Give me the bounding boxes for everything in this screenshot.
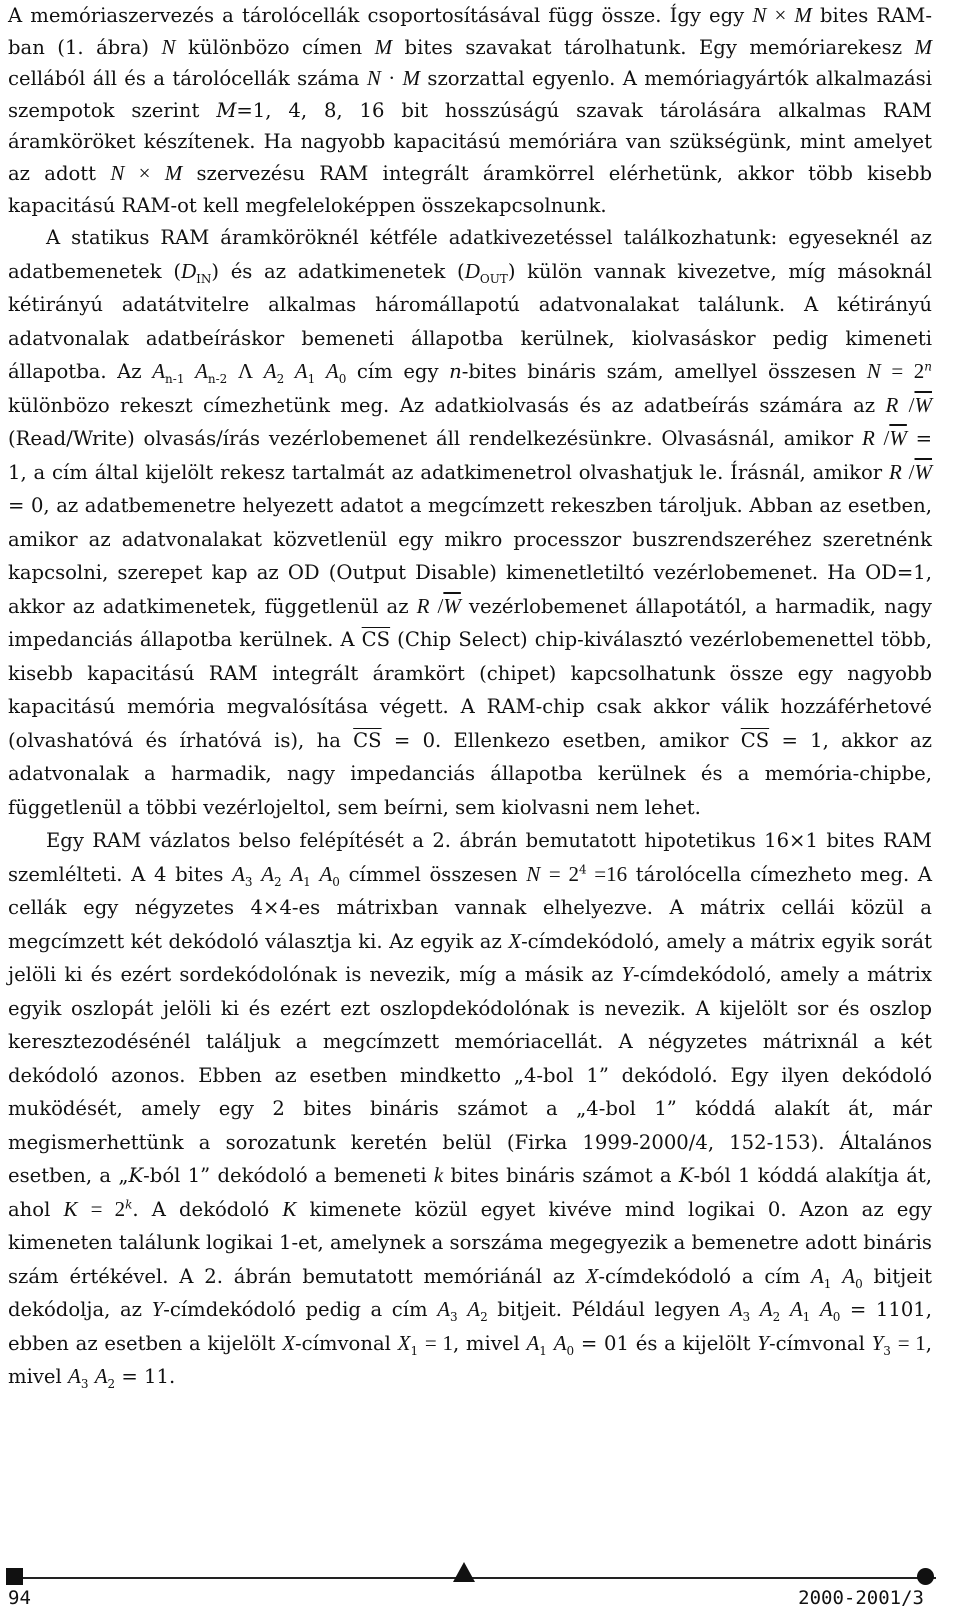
triangle-marker-icon — [453, 1562, 475, 1582]
document-body — [8, 0, 932, 1394]
circle-marker-icon — [917, 1568, 934, 1585]
paragraph-memory-organization: A memóriaszervezés a tárolócellák csoportosításával függ össze. Így egy N × M bites RAM-ban (1. ábra) N különbözo címen M bites szavakat tárolhatunk. Egy memóriarekesz M cellából áll és a tárolócellák száma N · M szorzattal egyenlo. A memóriagyártók alkalmazási szempotok szerint M=1, 4, 8, 16 bit hosszúságú szavak tárolására alkalmas RAM áramköröket készítenek. Ha nagyobb kapacitású memóriára van szükségünk, mint amelyet az adott N × M szervezésu RAM integrált áramkörrel elérhetünk, akkor több kisebb kapacitású RAM-ot kell megfeleloképpen összekapcsolnunk. — [8, 3, 932, 217]
issue-label: 2000-2001/3 — [798, 1587, 924, 1609]
paragraph-ram-structure: Egy RAM vázlatos belso felépítését a 2. ábrán bemutatott hipotetikus 16×1 bites RAM szemlélteti. A 4 bites $A_3$ $A_2$ $A_1$ $A_0$ címmel összesen $N = 2^4 =16$ tárolócella címezheto meg. A cellák egy négyzetes 4×4-es mátrixban vannak elhelyezve. A mátrix cellái közül a megcímzett két dekódoló választja ki. Az egyik az X-címdekódoló, amely a mátrix egyik sorát jelöli ki és ezért sordekódolónak is nevezik, míg a másik az Y-címdekódoló, amely a mátrix egyik oszlopát jelöli ki és ezért ezt oszlopdekódolónak is nevezik. A kijelölt sor és oszlop keresztezodésénél találjuk a megcímzett memóriacellát. A négyzetes mátrixnál a két dekódoló azonos. Ebben az esetben mindketto „4-bol 1” dekódoló. Egy ilyen dekódoló muködését, amely egy 2 bites bináris számot a „4-bol 1” kóddá alakít át, már megismerhettünk a sorozatunk keretén belül (Firka 1999-2000/4, 152-153). Általános esetben, a „K-ból 1” dekódoló a bemeneti k bites bináris számot a K-ból 1 kóddá alakítja át, ahol $K = 2^k$. A dekódoló K kimenete közül egyet kivéve mind logikai 0. Azon az egy kimeneten találunk logikai 1-et, amelynek a sorszáma megegyezik a bemenetre adott bináris szám értékével. A 2. ábrán bemutatott memóriánál az X-címdekódoló a cím $A_1$ $A_0$ bitjeit dekódolja, az Y-címdekódoló pedig a cím $A_3$ $A_2$ bitjeit. Például legyen $A_3$ $A_2$ $A_1$ $A_0 = 1101$, ebben az esetben a kijelölt X-címvonal $X_1 = 1$, mivel $A_1$ $A_0 = 01$ és a kijelölt Y-címvonal $Y_3 = 1$, mivel $A_3$ $A_2 = 11$. — [8, 829, 933, 1392]
paragraph-static-ram: A statikus RAM áramköröknél kétféle adatkivezetéssel találkozhatunk: egyeseknél az adatbemenetek $(D_{IN})$ és az adatkimenetek $(D_{OUT})$ külön vannak kivezetve, míg másoknál kétirányú adatátvitelre alkalmas háromállapotú adatvonalakat találunk. A kétirányú adatvonalak adatbeíráskor bemeneti állapotba kerülnek, kiolvasáskor pedig kimeneti állapotba. Az $A_{n-1}$ $A_{n-2}$ Λ $A_2$ $A_1$ $A_0$ cím egy n-bites bináris szám, amellyel összesen N = 2$^n$ különbözo rekeszt címezhetünk meg. Az adatkiolvasás és az adatbeírás számára az R $/\overline{W}$ (Read/Write) olvasás/írás vezérlobemenet áll rendelkezésünkre. Olvasásnál, amikor R $/\overline{W} = 1$, a cím által kijelölt rekesz tartalmát az adatkimenetrol olvashatjuk le. Írásnál, amikor R $/\overline{W} = 0$, az adatbemenetre helyezett adatot a megcímzett rekeszben tároljuk. Abban az esetben, amikor az adatvonalakat közvetlenül egy mikro processzor buszrendszeréhez szeretnénk kapcsolni, szerepet kap az OD (Output Disable) kimenetletiltó vezérlobemenet. Ha OD=1, akkor az adatkimenetek, függetlenül az R $/\overline{W}$ vezérlobemenet állapotától, a harmadik, nagy impedanciás állapotba kerülnek. A $\overline{CS}$ (Chip Select) chip-kiválasztó vezérlobemenettel több, kisebb kapacitású RAM integrált áramkört (chipet) kapcsolhatunk össze egy nagyobb kapacitású memória megvalósítása végett. A RAM-chip csak akkor válik hozzáférhetové (olvashatóvá és írhatóvá is), ha $\overline{CS} = 0$. Ellenkezo esetben, amikor $\overline{CS} = 1$, akkor az adatvonalak a harmadik, nagy impedanciás állapotba kerülnek és a memória-chipbe, függetlenül a többi vezérlojeltol, sem beírni, sem kiolvasni nem lehet. — [8, 226, 933, 819]
square-marker-icon — [6, 1568, 23, 1585]
page-number: 94 — [8, 1587, 31, 1609]
page-footer — [0, 1548, 940, 1616]
